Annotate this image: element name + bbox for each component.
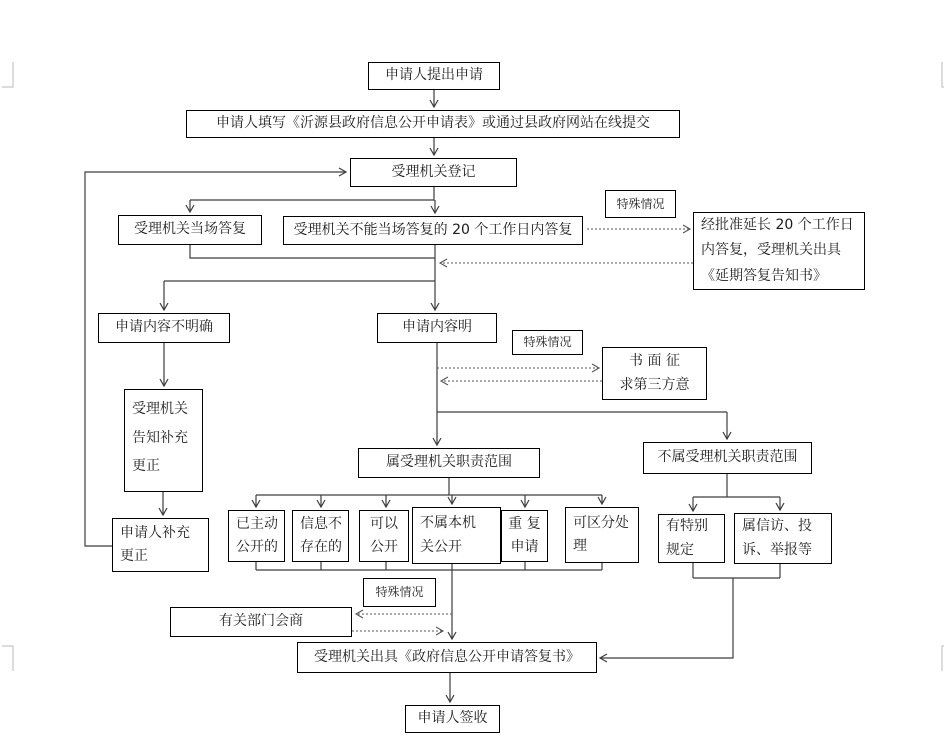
node-separable: 可区分处 理 — [565, 507, 639, 563]
node-special-provision: 有特别 规定 — [658, 514, 725, 563]
node-petition-report: 属信访、投 诉、举报等 — [734, 513, 832, 564]
node-repeated-apply: 重 复 申请 — [501, 510, 548, 562]
node-third-party-opinion: 书 面 征 求第三方意 — [602, 347, 707, 400]
node-special-case-top: 特殊情况 — [605, 190, 676, 218]
node-reply-20-days: 受理机关不能当场答复的 20 个工作日内答复 — [283, 216, 583, 245]
node-special-case-mid: 特殊情况 — [512, 330, 583, 355]
node-sign-receipt: 申请人签收 — [405, 705, 500, 733]
node-content-clear: 申请内容明 — [377, 313, 497, 343]
node-not-this-agency: 不属本机 关公开 — [412, 507, 501, 564]
node-info-not-exist: 信息不 存在的 — [292, 510, 349, 562]
node-fill-form: 申请人填写《沂源县政府信息公开申请表》或通过县政府网站在线提交 — [186, 110, 680, 138]
node-extension-reply: 经批准延长 20 个工作日 内答复，受理机关出具 《延期答复告知书》 — [693, 212, 865, 290]
node-issue-reply-doc: 受理机关出具《政府信息公开申请答复书》 — [297, 642, 597, 673]
special-case-arrows — [352, 229, 693, 631]
node-reply-onsite: 受理机关当场答复 — [118, 215, 262, 245]
node-in-scope: 属受理机关职责范围 — [358, 448, 540, 478]
node-register: 受理机关登记 — [350, 158, 517, 187]
node-can-be-public: 可以 公开 — [359, 510, 409, 562]
page-corner-marks — [2, 62, 944, 671]
node-dept-consult: 有关部门会商 — [170, 607, 352, 637]
node-already-public: 已主动 公开的 — [228, 510, 285, 562]
node-notify-supplement: 受理机关 告知补充 更正 — [124, 389, 203, 492]
node-special-case-bottom: 特殊情况 — [363, 578, 436, 607]
node-applicant-submit: 申请人提出申请 — [368, 62, 500, 90]
node-out-of-scope: 不属受理机关职责范围 — [643, 442, 812, 474]
node-content-unclear: 申请内容不明确 — [98, 313, 230, 343]
node-applicant-supplement: 申请人补充 更正 — [112, 518, 209, 572]
